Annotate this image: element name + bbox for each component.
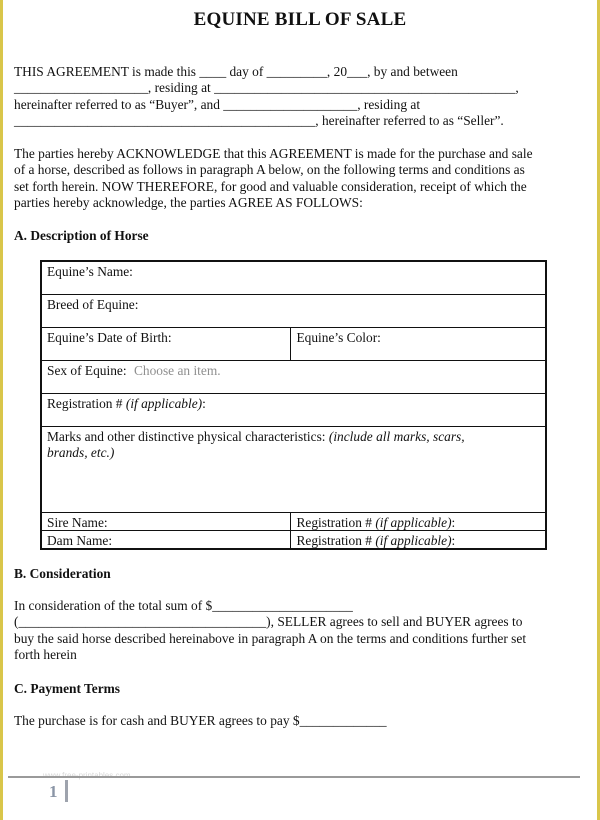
if-applicable-note: (if applicable) [375, 515, 452, 530]
consideration-line: buy the said horse described hereinabove in paragraph A on the terms and conditions further set [14, 630, 527, 646]
sex-label: Sex of Equine: [47, 363, 127, 378]
registration-label: Registration # [47, 396, 123, 411]
agreement-line: _____________________________________________, hereinafter referred to as “Seller”. [14, 112, 504, 128]
date-of-birth-field[interactable] [41, 328, 291, 361]
acknowledge-line: set forth herein. NOW THEREFORE, for good and valuable consideration, receipt of which the [14, 178, 527, 194]
breed-field[interactable] [41, 295, 546, 328]
horse-description-table [40, 260, 547, 550]
sire-reg-label: Registration # [296, 515, 376, 530]
sex-dropdown[interactable]: Choose an item. [133, 363, 221, 378]
consideration-paragraph [14, 598, 576, 663]
registration-field[interactable] [41, 394, 546, 427]
marks-label: Marks and other distinctive physical characteristics: [47, 429, 329, 444]
marks-hint-cont: brands, etc.) [47, 445, 115, 460]
equine-name-label: Equine’s Name: [47, 264, 133, 279]
page-number-bar [65, 780, 68, 802]
agreement-line: hereinafter referred to as “Buyer”, and ____________________, residing at [14, 96, 421, 112]
sire-registration-field[interactable] [291, 513, 546, 531]
acknowledge-paragraph [14, 146, 576, 211]
consideration-line: In consideration of the total sum of $_____________________ [14, 598, 353, 613]
document-page [3, 0, 597, 820]
color-label: Equine’s Color: [296, 330, 381, 345]
footer-divider [8, 776, 580, 778]
sex-field [41, 361, 546, 394]
section-b-heading: B. Consideration [14, 566, 111, 581]
if-applicable-note: (if applicable) [375, 533, 452, 548]
document-title: EQUINE BILL OF SALE [193, 9, 407, 30]
color-field[interactable] [291, 328, 546, 361]
dam-name-field[interactable] [41, 531, 291, 550]
section-c-heading: C. Payment Terms [14, 681, 120, 696]
consideration-line: forth herein [14, 646, 77, 662]
sire-name-field[interactable] [41, 513, 291, 531]
breed-label: Breed of Equine: [47, 297, 139, 312]
colon: : [451, 515, 456, 530]
acknowledge-line: parties hereby acknowledge, the parties AGREE AS FOLLOWS: [14, 194, 363, 210]
payment-line: The purchase is for cash and BUYER agrees to pay $_____________ [14, 713, 387, 728]
equine-name-field[interactable] [41, 261, 546, 295]
acknowledge-line: The parties hereby ACKNOWLEDGE that this AGREEMENT is made for the purchase and sale [14, 146, 533, 161]
page-number: 1 [49, 782, 58, 801]
marks-hint: (include all marks, scars, [328, 429, 465, 444]
agreement-line: THIS AGREEMENT is made this ____ day of _________, 20___, by and between [14, 64, 458, 79]
consideration-line: (_____________________________________), SELLER agrees to sell and BUYER agrees to [14, 614, 523, 630]
dob-label: Equine’s Date of Birth: [47, 330, 172, 345]
sire-label: Sire Name: [47, 515, 108, 530]
dam-label: Dam Name: [47, 533, 113, 548]
dam-registration-field[interactable] [291, 531, 546, 550]
payment-paragraph [14, 713, 576, 729]
colon: : [202, 396, 206, 411]
colon: : [451, 533, 456, 548]
dam-reg-label: Registration # [296, 533, 376, 548]
acknowledge-line: of a horse, described as follows in paragraph A below, on the following terms and conditions as [14, 162, 525, 178]
agreement-paragraph [14, 64, 576, 129]
marks-field[interactable] [41, 427, 546, 513]
if-applicable-note: (if applicable) [125, 396, 203, 411]
agreement-line: ____________________, residing at _____________________________________________, [14, 80, 519, 96]
section-a-heading: A. Description of Horse [14, 228, 149, 243]
